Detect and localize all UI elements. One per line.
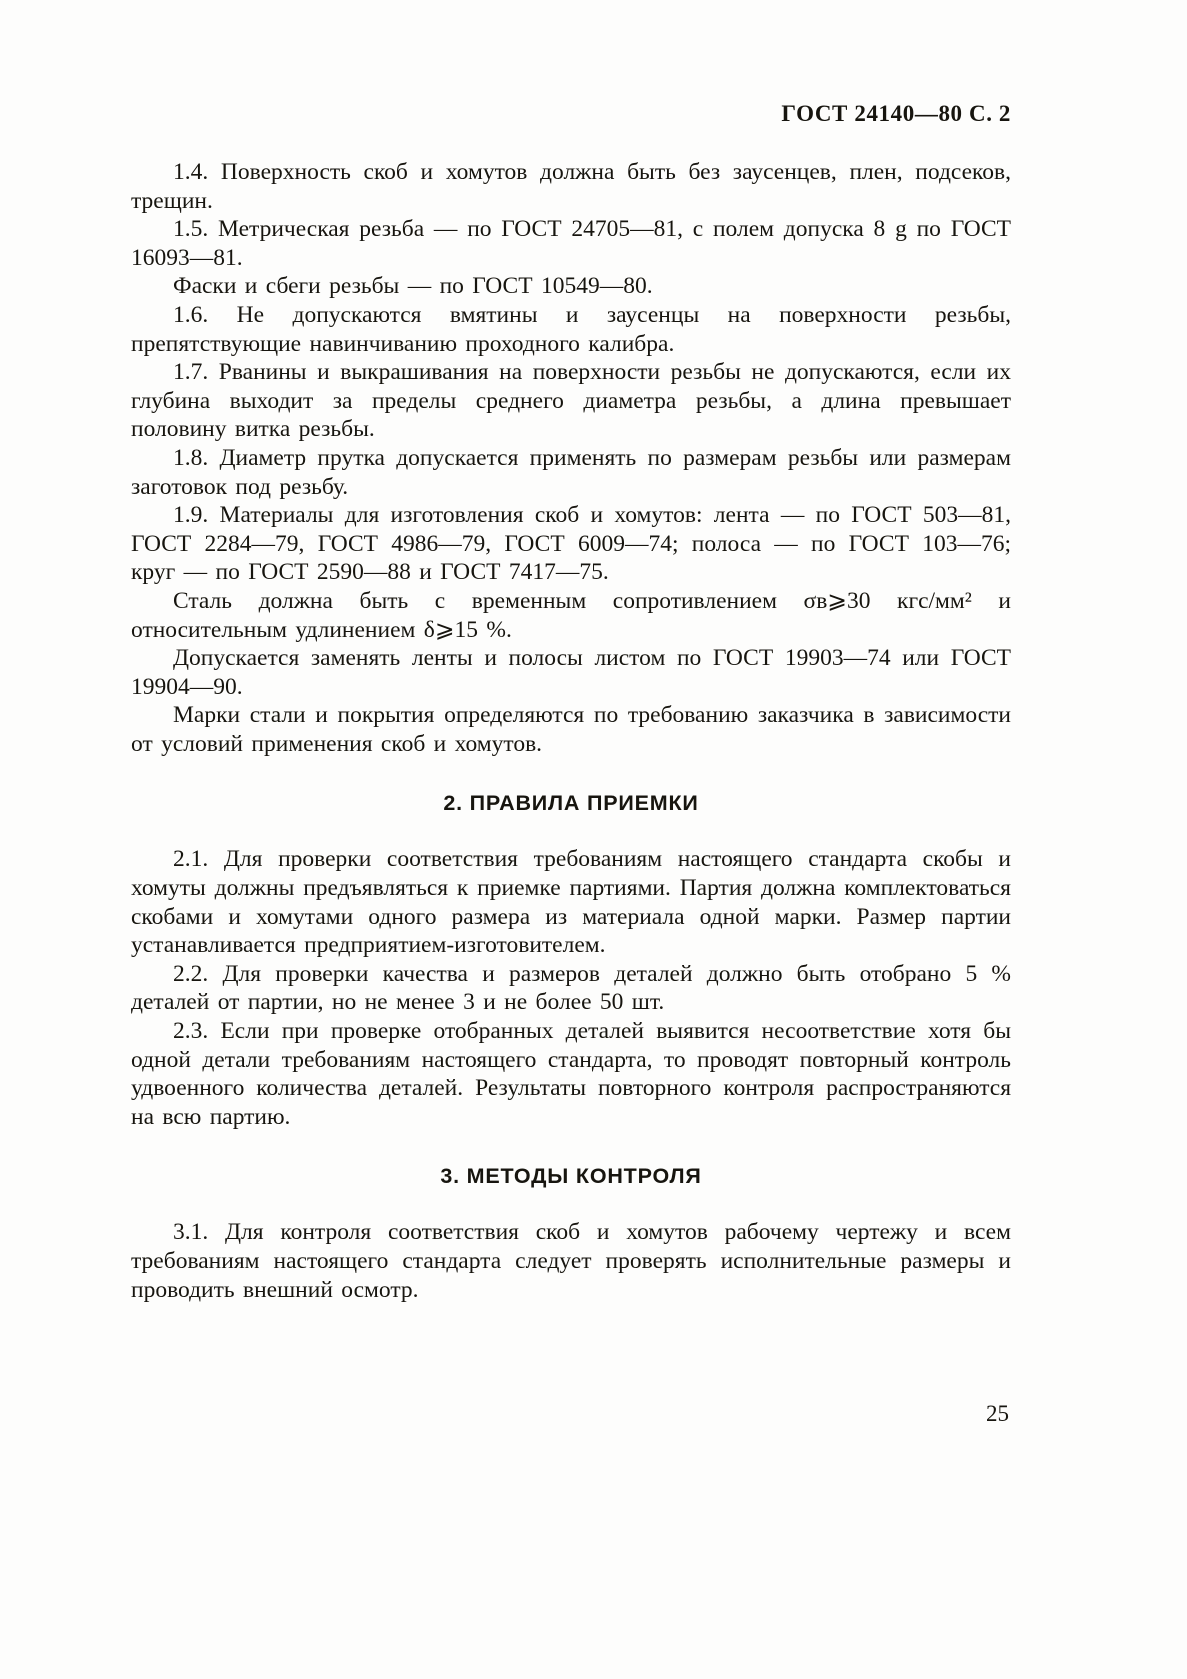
paragraph-1-4: 1.4. Поверхность скоб и хомутов должна быть без заусенцев, плен, подсеков, трещин. <box>131 159 1011 214</box>
paragraph-1-5b: Фаски и сбеги резьбы — по ГОСТ 10549—80. <box>173 273 653 300</box>
section-2-heading: 2. ПРАВИЛА ПРИЕМКИ <box>443 791 699 816</box>
section-2-body <box>131 845 1011 1131</box>
paragraph-3-1: 3.1. Для контроля соответствия скоб и хомутов рабочему чертежу и всем требованиям настоящего стандарта следует проверять исполнительные размеры и проводить внешний осмотр. <box>131 1219 1011 1303</box>
doc-header: ГОСТ 24140—80 С. 2 <box>781 101 1011 126</box>
section-3-heading: 3. МЕТОДЫ КОНТРОЛЯ <box>440 1164 702 1189</box>
paragraph-1-7: 1.7. Рванины и выкрашивания на поверхности резьбы не допускаются, если их глубина выходит за пределы среднего диаметра резьбы, а длина превышает половину витка резьбы. <box>131 359 1011 443</box>
paragraph-1-6: 1.6. Не допускаются вмятины и заусенцы на поверхности резьбы, препятствующие навинчиванию проходного калибра. <box>131 301 1011 357</box>
section-3-body <box>131 1218 1011 1304</box>
paragraph-2-3: 2.3. Если при проверке отобранных деталей выявится несоответствие хотя бы одной детали требованиям настоящего стандарта, то проводят повторный контроль удвоенного количества деталей. Результаты повторного контроля распространяются на всю партию. <box>131 1018 1011 1130</box>
paragraph-steel: Сталь должна быть с временным сопротивлением σв⩾30 кгс/мм² и относительным удлинением δ⩾15 %. <box>131 587 1011 643</box>
paragraph-marks: Марки стали и покрытия определяются по требованию заказчика в зависимости от условий применения скоб и хомутов. <box>131 702 1011 757</box>
paragraph-1-9: 1.9. Материалы для изготовления скоб и хомутов: лента — по ГОСТ 503—81, ГОСТ 2284—79, ГОСТ 4986—79, ГОСТ 6009—74; полоса — по ГОСТ 103—76; круг — по ГОСТ 2590—88 и ГОСТ 7417—75. <box>131 502 1011 586</box>
page-content <box>131 0 1011 1426</box>
paragraph-2-1: 2.1. Для проверки соответствия требованиям настоящего стандарта скобы и хомуты должны предъявляться к приемке партиями. Партия должна комплектоваться скобами и хомутами одного размера из материала одной марки. Размер партии устанавливается предприятием-изготовителем. <box>131 846 1011 959</box>
paragraph-1-5: 1.5. Метрическая резьба — по ГОСТ 24705—81, с полем допуска 8 g по ГОСТ 16093—81. <box>131 216 1011 271</box>
paragraph-2-2: 2.2. Для проверки качества и размеров деталей должно быть отобрано 5 % деталей от партии, но не менее 3 и не более 50 шт. <box>131 960 1011 1016</box>
paragraph-1-8: 1.8. Диаметр прутка допускается применять по размерам резьбы или размерам заготовок под резьбу. <box>131 444 1011 500</box>
paragraph-sheets: Допускается заменять ленты и полосы листом по ГОСТ 19903—74 или ГОСТ 19904—90. <box>131 645 1011 700</box>
section-1-body <box>131 158 1011 758</box>
page-number: 25 <box>986 1401 1009 1426</box>
